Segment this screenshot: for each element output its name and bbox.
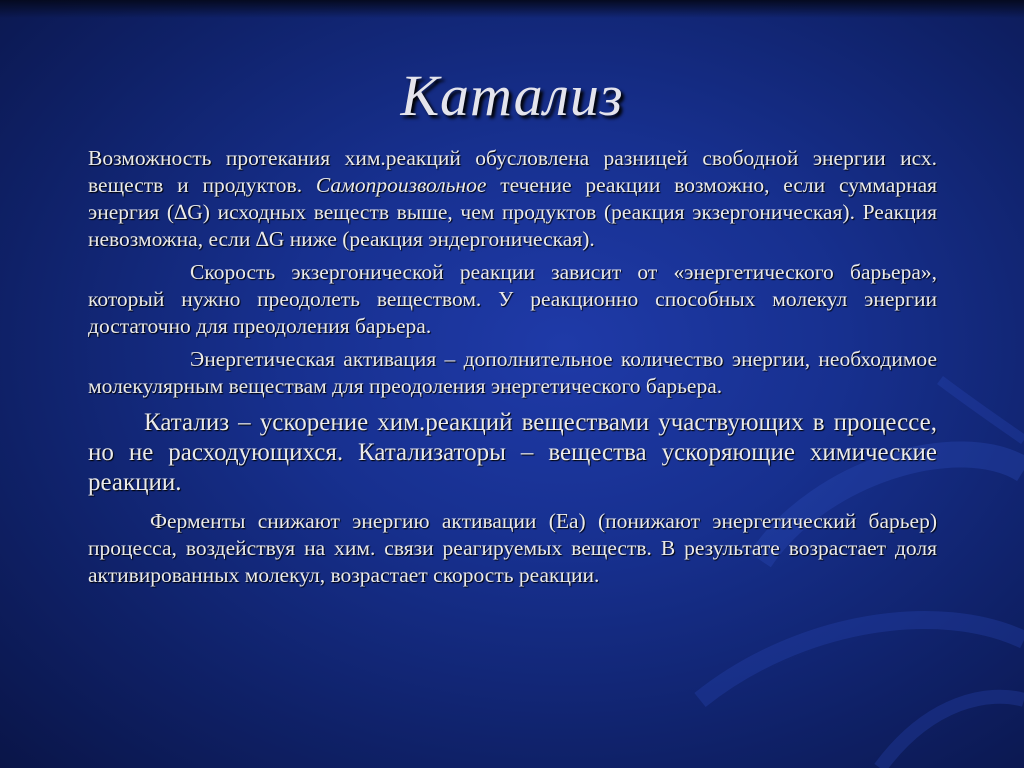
paragraph-free-energy-text-a: Возможность протекания хим.реакций обусловлена разницей свободной энергии исх. веществ и продуктов. <box>88 146 937 197</box>
paragraph-reaction-rate: Скорость экзергонической реакции зависит от «энергетического барьера», который нужно преодолеть веществом. У реакционно способных молекул энергии достаточно для преодоления барьера. <box>88 260 937 338</box>
spontaneous-italic-word: Самопроизвольное <box>315 173 487 197</box>
slide-body <box>88 145 937 589</box>
top-band <box>0 0 1024 18</box>
paragraph-catalysis-definition: Катализ – ускорение хим.реакций веществами участвующих в процессе, но не расходующихся. Катализаторы – вещества ускоряющие химические реакции. <box>88 409 937 496</box>
slide-title: Катализ <box>400 63 624 128</box>
paragraph-free-energy <box>88 145 937 253</box>
paragraph-free-energy-text-b: течение реакции возможно, если суммарная энергия (∆G) исходных веществ выше, чем продуктов (реакция экзергоническая). Реакция невозможна, если ∆G ниже (реакция эндергоническая). <box>88 173 938 251</box>
paragraph-energy-activation: Энергетическая активация – дополнительное количество энергии, необходимое молекулярным веществам для преодоления энергетического барьера. <box>88 347 937 398</box>
paragraph-enzymes: Ферменты снижают энергию активации (Еа) (понижают энергетический барьер) процесса, воздействуя на хим. связи реагируемых веществ. В результате возрастает доля активированных молекул, возрастает скорость реакции. <box>88 509 937 587</box>
